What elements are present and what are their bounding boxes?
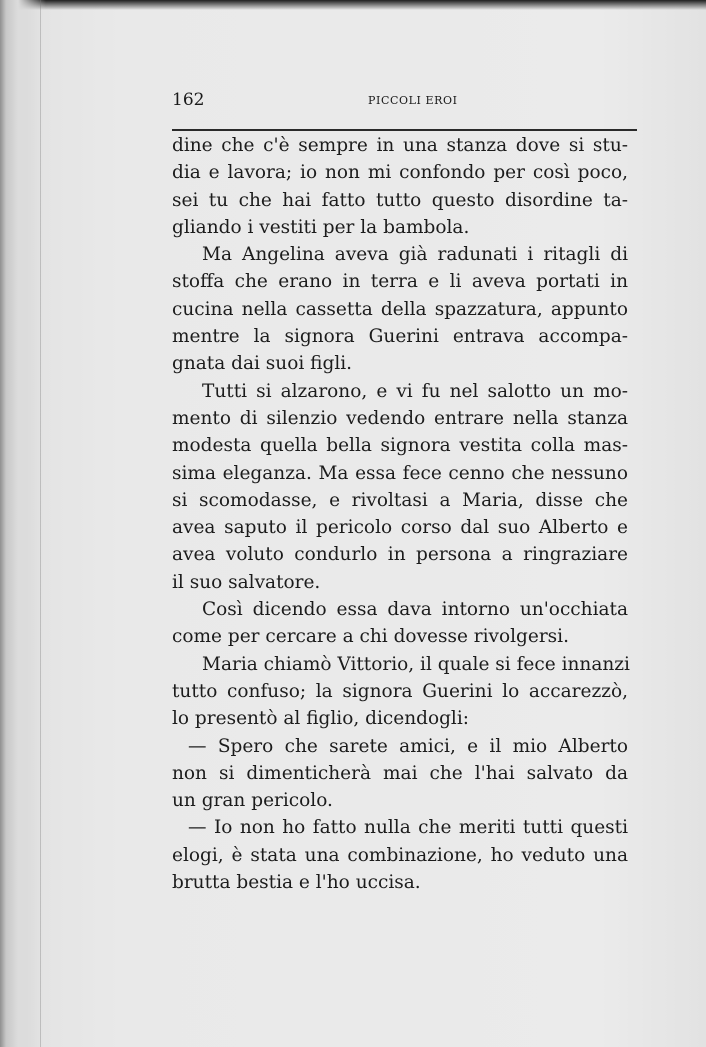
text-line: modesta quella bella signora vestita colla mas- (172, 435, 628, 457)
text-line: avea voluto condurlo in persona a ringraziare (172, 544, 628, 566)
text-line: non si dimenticherà mai che l'hai salvato da (172, 762, 628, 784)
text-line: mento di silenzio vedendo entrare nella stanza (172, 407, 628, 429)
text-line: si scomodasse, e rivoltasi a Maria, disse che (172, 489, 628, 511)
text-line: tutto confuso; la signora Guerini lo accarezzò, (172, 680, 628, 702)
text-line: dia e lavora; io non mi confondo per così poco, (172, 162, 628, 184)
text-line: Maria chiamò Vittorio, il quale si fece innanzi (202, 653, 630, 675)
top-scan-shadow (0, 0, 706, 10)
text-line: dine che c'è sempre in una stanza dove si stu- (172, 135, 628, 156)
page-gutter-edge (0, 0, 46, 1047)
text-line: — Io non ho fatto nulla che meriti tutti questi (188, 817, 628, 839)
text-line: gnata dai suoi figli. (172, 353, 353, 375)
text-line: brutta bestia e l'ho uccisa. (172, 872, 421, 894)
text-line: cucina nella cassetta della spazzatura, appunto (172, 298, 628, 320)
running-head: PICCOLI EROI (368, 94, 458, 107)
body-text (172, 132, 628, 896)
text-line: avea saputo il pericolo corso dal suo Alberto e (172, 517, 628, 539)
text-line: come per cercare a chi dovesse rivolgersi. (172, 626, 569, 648)
text-line: il suo salvatore. (172, 571, 321, 593)
text-line: Tutti si alzarono, e vi fu nel salotto un mo- (202, 380, 628, 402)
text-line: mentre la signora Guerini entrava accompa- (172, 326, 628, 348)
text-line: un gran pericolo. (172, 790, 333, 812)
text-line: Così dicendo essa dava intorno un'occhiata (202, 599, 628, 621)
text-line: gliando i vestiti per la bambola. (172, 216, 470, 238)
text-line: — Spero che sarete amici, e il mio Alberto (188, 735, 628, 757)
text-line: sei tu che hai fatto tutto questo disordine ta- (172, 189, 628, 211)
text-line: lo presentò al figlio, dicendogli: (172, 708, 469, 730)
header-rule (172, 129, 637, 131)
page-number: 162 (172, 90, 205, 110)
text-line: elogi, è stata una combinazione, ho veduto una (172, 844, 628, 866)
text-line: sima eleganza. Ma essa fece cenno che nessuno (172, 462, 628, 484)
text-line: stoffa che erano in terra e li aveva portati in (172, 271, 628, 293)
text-line: Ma Angelina aveva già radunati i ritagli di (202, 244, 628, 266)
page-header (172, 88, 636, 112)
